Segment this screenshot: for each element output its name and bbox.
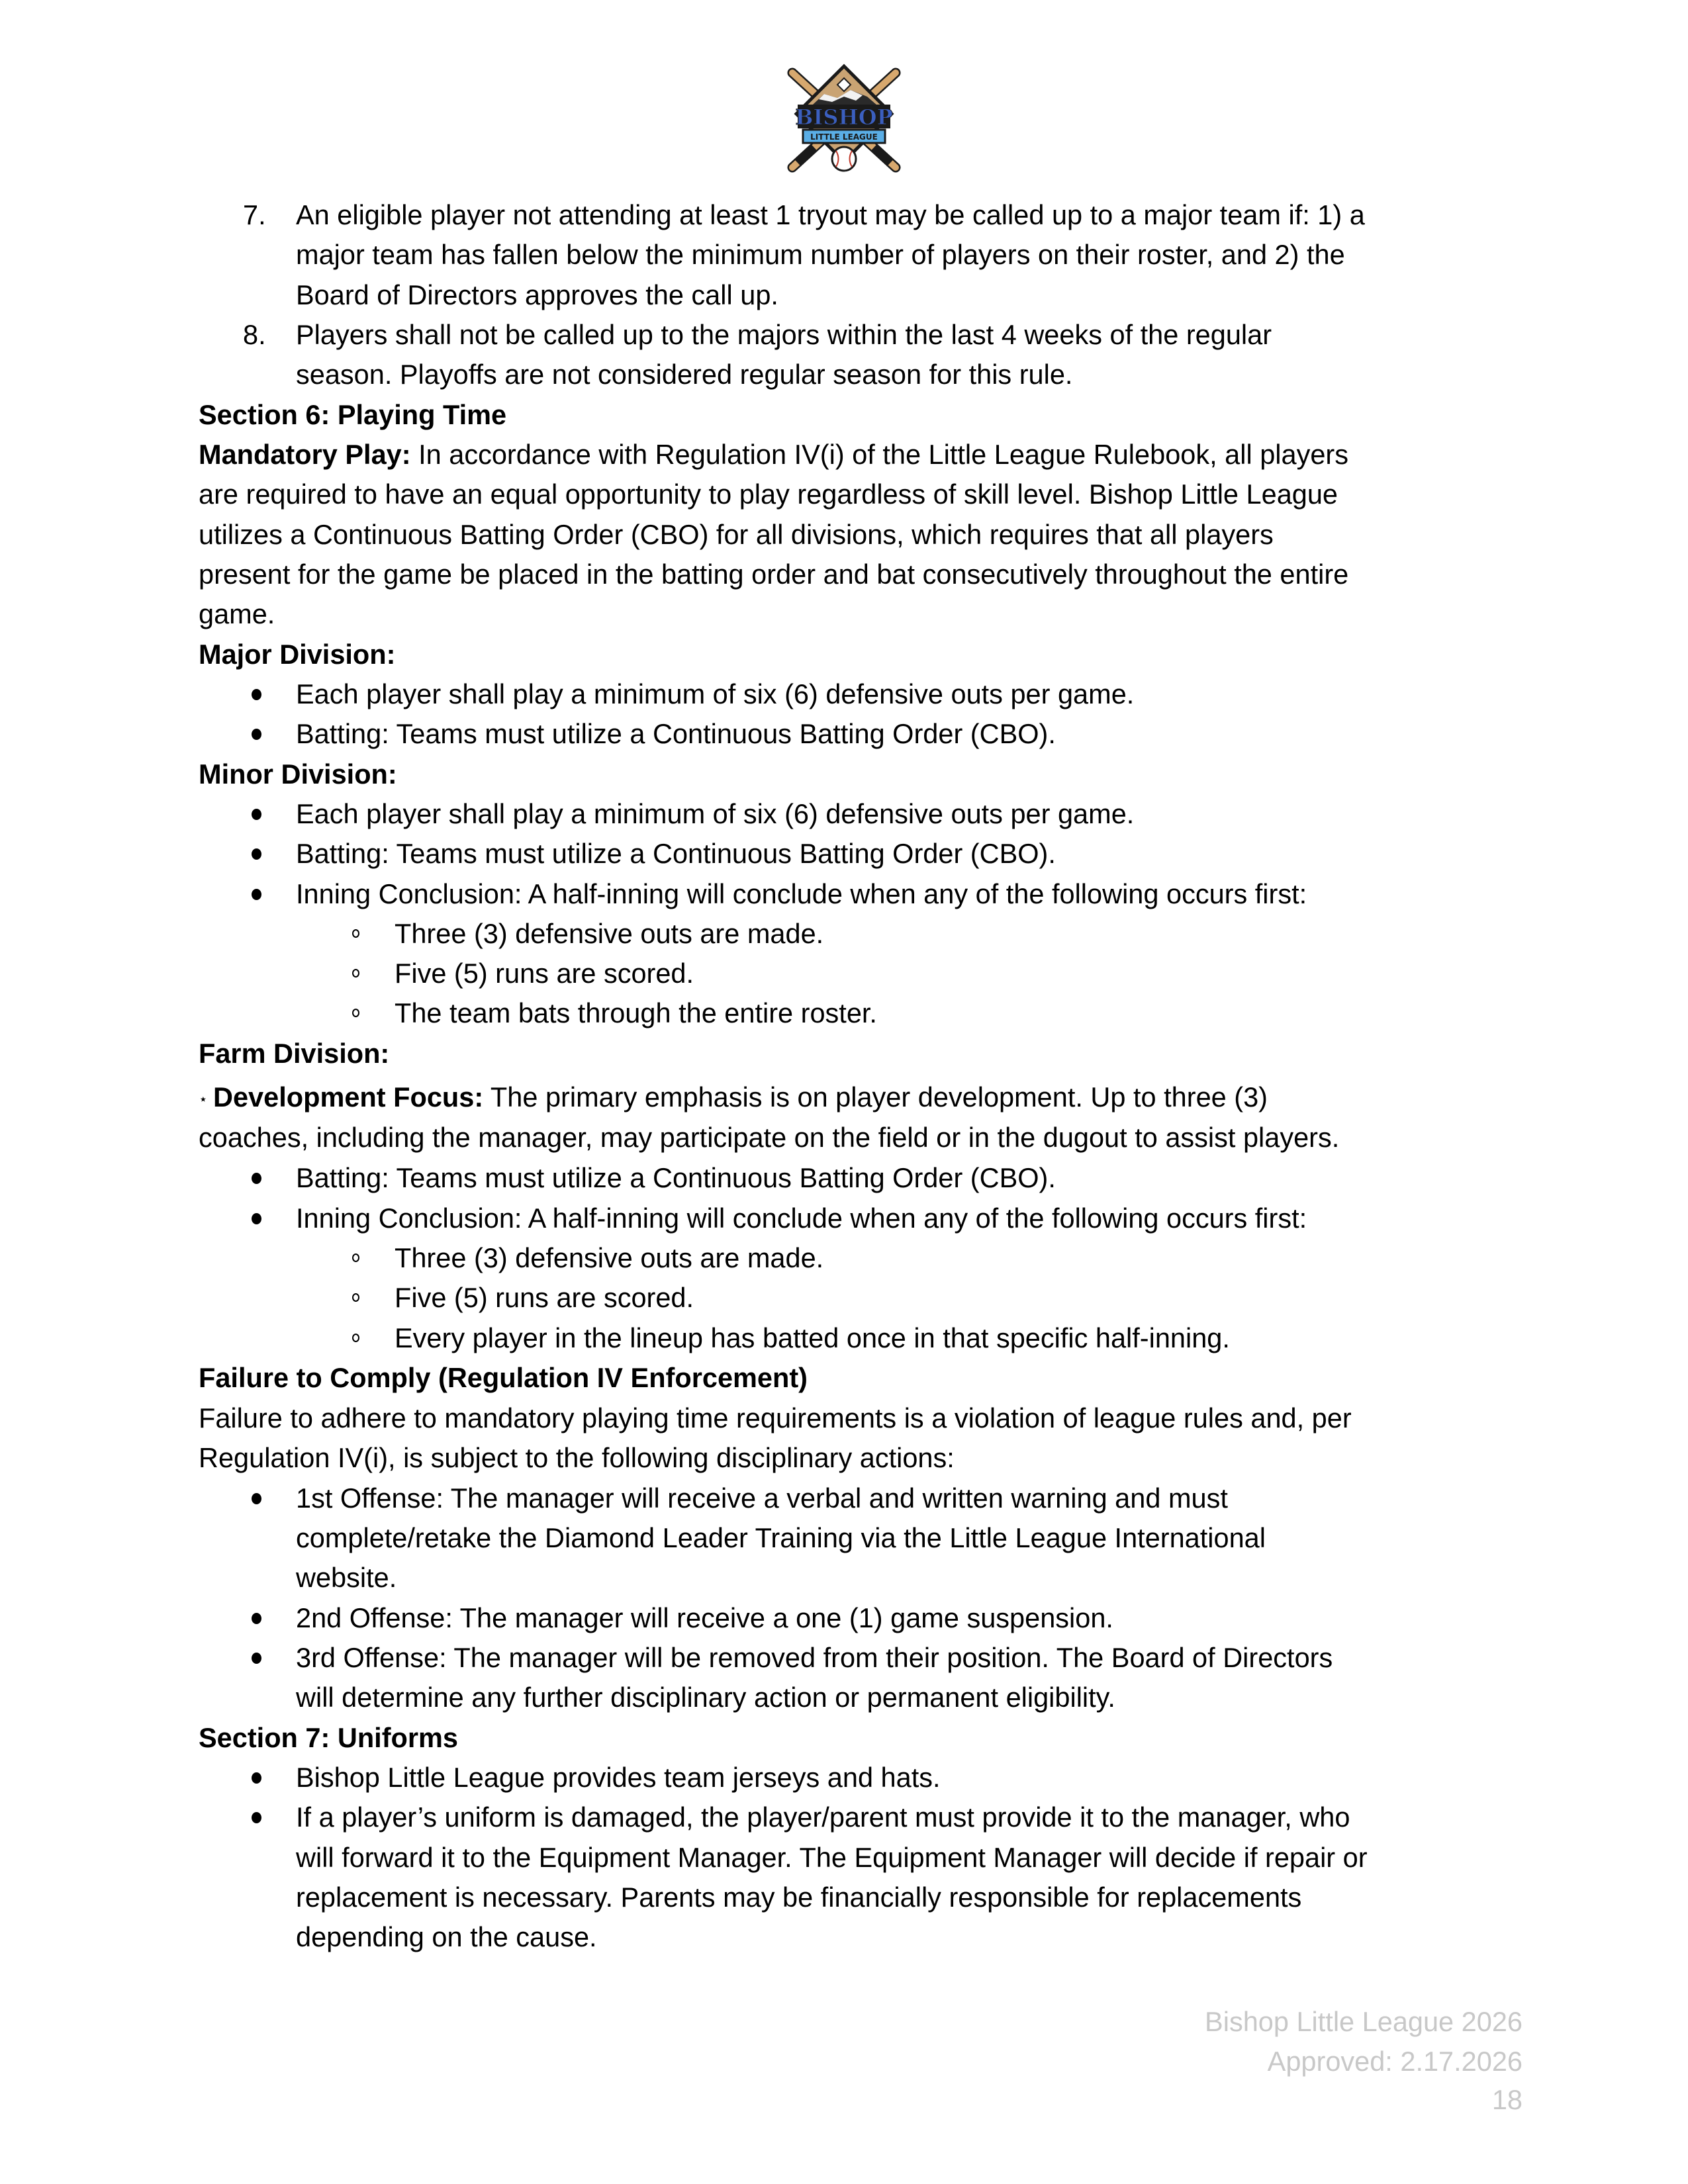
- item-8-line-2: season. Playoffs are not considered regular season for this rule.: [296, 359, 1073, 390]
- offense-3-line-2: will determine any further disciplinary action or permanent eligibility.: [296, 1682, 1115, 1713]
- bullet-icon: [252, 1812, 261, 1823]
- bullet-icon: [252, 1493, 261, 1504]
- item-7-line-3: Board of Directors approves the call up.: [296, 279, 778, 310]
- star-icon: ⋆: [199, 1091, 208, 1107]
- bullet-icon: [252, 889, 261, 900]
- mandatory-play-label: Mandatory Play:: [199, 439, 411, 470]
- farm-sub-bullet-1: Three (3) defensive outs are made.: [395, 1242, 824, 1273]
- list-number-8: 8.: [243, 319, 266, 350]
- item-7-line-2: major team has fallen below the minimum number of players on their roster, and 2) the: [296, 239, 1345, 270]
- footer-page-number: 18: [1491, 2084, 1523, 2115]
- section-7-heading: Section 7: Uniforms: [199, 1722, 459, 1753]
- minor-sub-bullet-2: Five (5) runs are scored.: [395, 958, 694, 989]
- minor-bullet-2: Batting: Teams must utilize a Continuous Batting Order (CBO).: [296, 838, 1056, 869]
- bullet-icon: [252, 729, 261, 740]
- footer-approved-date: Approved: 2.17.2026: [1267, 2046, 1523, 2077]
- logo-banner: LITTLE LEAGUE: [810, 132, 878, 142]
- farm-sub-bullet-2: Five (5) runs are scored.: [395, 1282, 694, 1313]
- sub-bullet-circle-icon: [352, 1334, 359, 1342]
- bullet-icon: [252, 1213, 261, 1224]
- sub-bullet-circle-icon: [352, 1009, 359, 1017]
- item-8-line-1: Players shall not be called up to the majors within the last 4 weeks of the regular: [296, 319, 1272, 350]
- uniform-bullet-2-line-2: will forward it to the Equipment Manager. The Equipment Manager will decide if repair or: [296, 1842, 1368, 1873]
- farm-bullet-1: Batting: Teams must utilize a Continuous Batting Order (CBO).: [296, 1162, 1056, 1193]
- major-bullet-2: Batting: Teams must utilize a Continuous Batting Order (CBO).: [296, 718, 1056, 749]
- offense-3-line-1: 3rd Offense: The manager will be removed from their position. The Board of Directors: [296, 1642, 1333, 1673]
- offense-1-line-3: website.: [296, 1562, 397, 1593]
- uniform-bullet-2-line-4: depending on the cause.: [296, 1921, 597, 1952]
- bullet-icon: [252, 848, 261, 860]
- development-focus-line-2: coaches, including the manager, may participate on the field or in the dugout to assist players.: [199, 1122, 1340, 1153]
- uniform-bullet-2-line-3: replacement is necessary. Parents may be financially responsible for replacements: [296, 1882, 1302, 1913]
- item-7-line-1: An eligible player not attending at least 1 tryout may be called up to a major team if: 1) a: [296, 199, 1365, 230]
- bullet-icon: [252, 1613, 261, 1624]
- mandatory-play-line-3: utilizes a Continuous Batting Order (CBO) for all divisions, which requires that all players: [199, 519, 1274, 550]
- sub-bullet-circle-icon: [352, 929, 359, 938]
- sub-bullet-circle-icon: [352, 1293, 359, 1302]
- uniform-bullet-2-line-1: If a player’s uniform is damaged, the player/parent must provide it to the manager, who: [296, 1801, 1350, 1833]
- bullet-icon: [252, 1772, 261, 1784]
- farm-bullet-2: Inning Conclusion: A half-inning will conclude when any of the following occurs first:: [296, 1203, 1307, 1234]
- bullet-icon: [252, 689, 261, 700]
- sub-bullet-circle-icon: [352, 1253, 359, 1262]
- mandatory-play-line-1: [199, 438, 1348, 471]
- development-focus-line-1: [213, 1081, 1268, 1114]
- uniform-bullet-1: Bishop Little League provides team jerseys and hats.: [296, 1762, 941, 1793]
- bullet-icon: [252, 1173, 261, 1184]
- major-division-heading: Major Division:: [199, 639, 396, 670]
- logo-title: BISHOP: [795, 105, 893, 130]
- bullet-icon: [252, 809, 261, 820]
- sub-bullet-circle-icon: [352, 969, 359, 978]
- farm-division-heading: Farm Division:: [199, 1038, 390, 1069]
- minor-division-heading: Minor Division:: [199, 758, 397, 790]
- mandatory-play-line-2: are required to have an equal opportunity to play regardless of skill level. Bishop Little League: [199, 478, 1338, 510]
- baseball-icon: [832, 147, 856, 171]
- offense-2-line-1: 2nd Offense: The manager will receive a one (1) game suspension.: [296, 1602, 1113, 1633]
- mandatory-play-line-5: game.: [199, 598, 275, 629]
- major-bullet-1: Each player shall play a minimum of six (6) defensive outs per game.: [296, 678, 1135, 709]
- failure-intro-line-2: Regulation IV(i), is subject to the following disciplinary actions:: [199, 1442, 955, 1473]
- minor-bullet-1: Each player shall play a minimum of six (6) defensive outs per game.: [296, 798, 1135, 829]
- failure-to-comply-heading: Failure to Comply (Regulation IV Enforcement): [199, 1362, 808, 1393]
- mandatory-play-line-4: present for the game be placed in the batting order and bat consecutively throughout the entire: [199, 559, 1349, 590]
- list-number-7: 7.: [243, 199, 266, 230]
- development-focus-text: The primary emphasis is on player development. Up to three (3): [483, 1081, 1268, 1113]
- bishop-little-league-logo-icon: [778, 58, 910, 177]
- farm-sub-bullet-3: Every player in the lineup has batted once in that specific half-inning.: [395, 1322, 1230, 1353]
- mandatory-play-text: In accordance with Regulation IV(i) of the Little League Rulebook, all players: [410, 439, 1348, 470]
- section-6-heading: Section 6: Playing Time: [199, 399, 507, 430]
- footer-org-year: Bishop Little League 2026: [1205, 2006, 1523, 2037]
- bullet-icon: [252, 1653, 261, 1664]
- offense-1-line-1: 1st Offense: The manager will receive a verbal and written warning and must: [296, 1482, 1228, 1514]
- minor-bullet-3: Inning Conclusion: A half-inning will conclude when any of the following occurs first:: [296, 878, 1307, 909]
- minor-sub-bullet-3: The team bats through the entire roster.: [395, 997, 877, 1028]
- minor-sub-bullet-1: Three (3) defensive outs are made.: [395, 918, 824, 949]
- failure-intro-line-1: Failure to adhere to mandatory playing time requirements is a violation of league rules and, per: [199, 1402, 1352, 1433]
- offense-1-line-2: complete/retake the Diamond Leader Training via the Little League International: [296, 1522, 1266, 1553]
- development-focus-label: Development Focus:: [213, 1081, 484, 1113]
